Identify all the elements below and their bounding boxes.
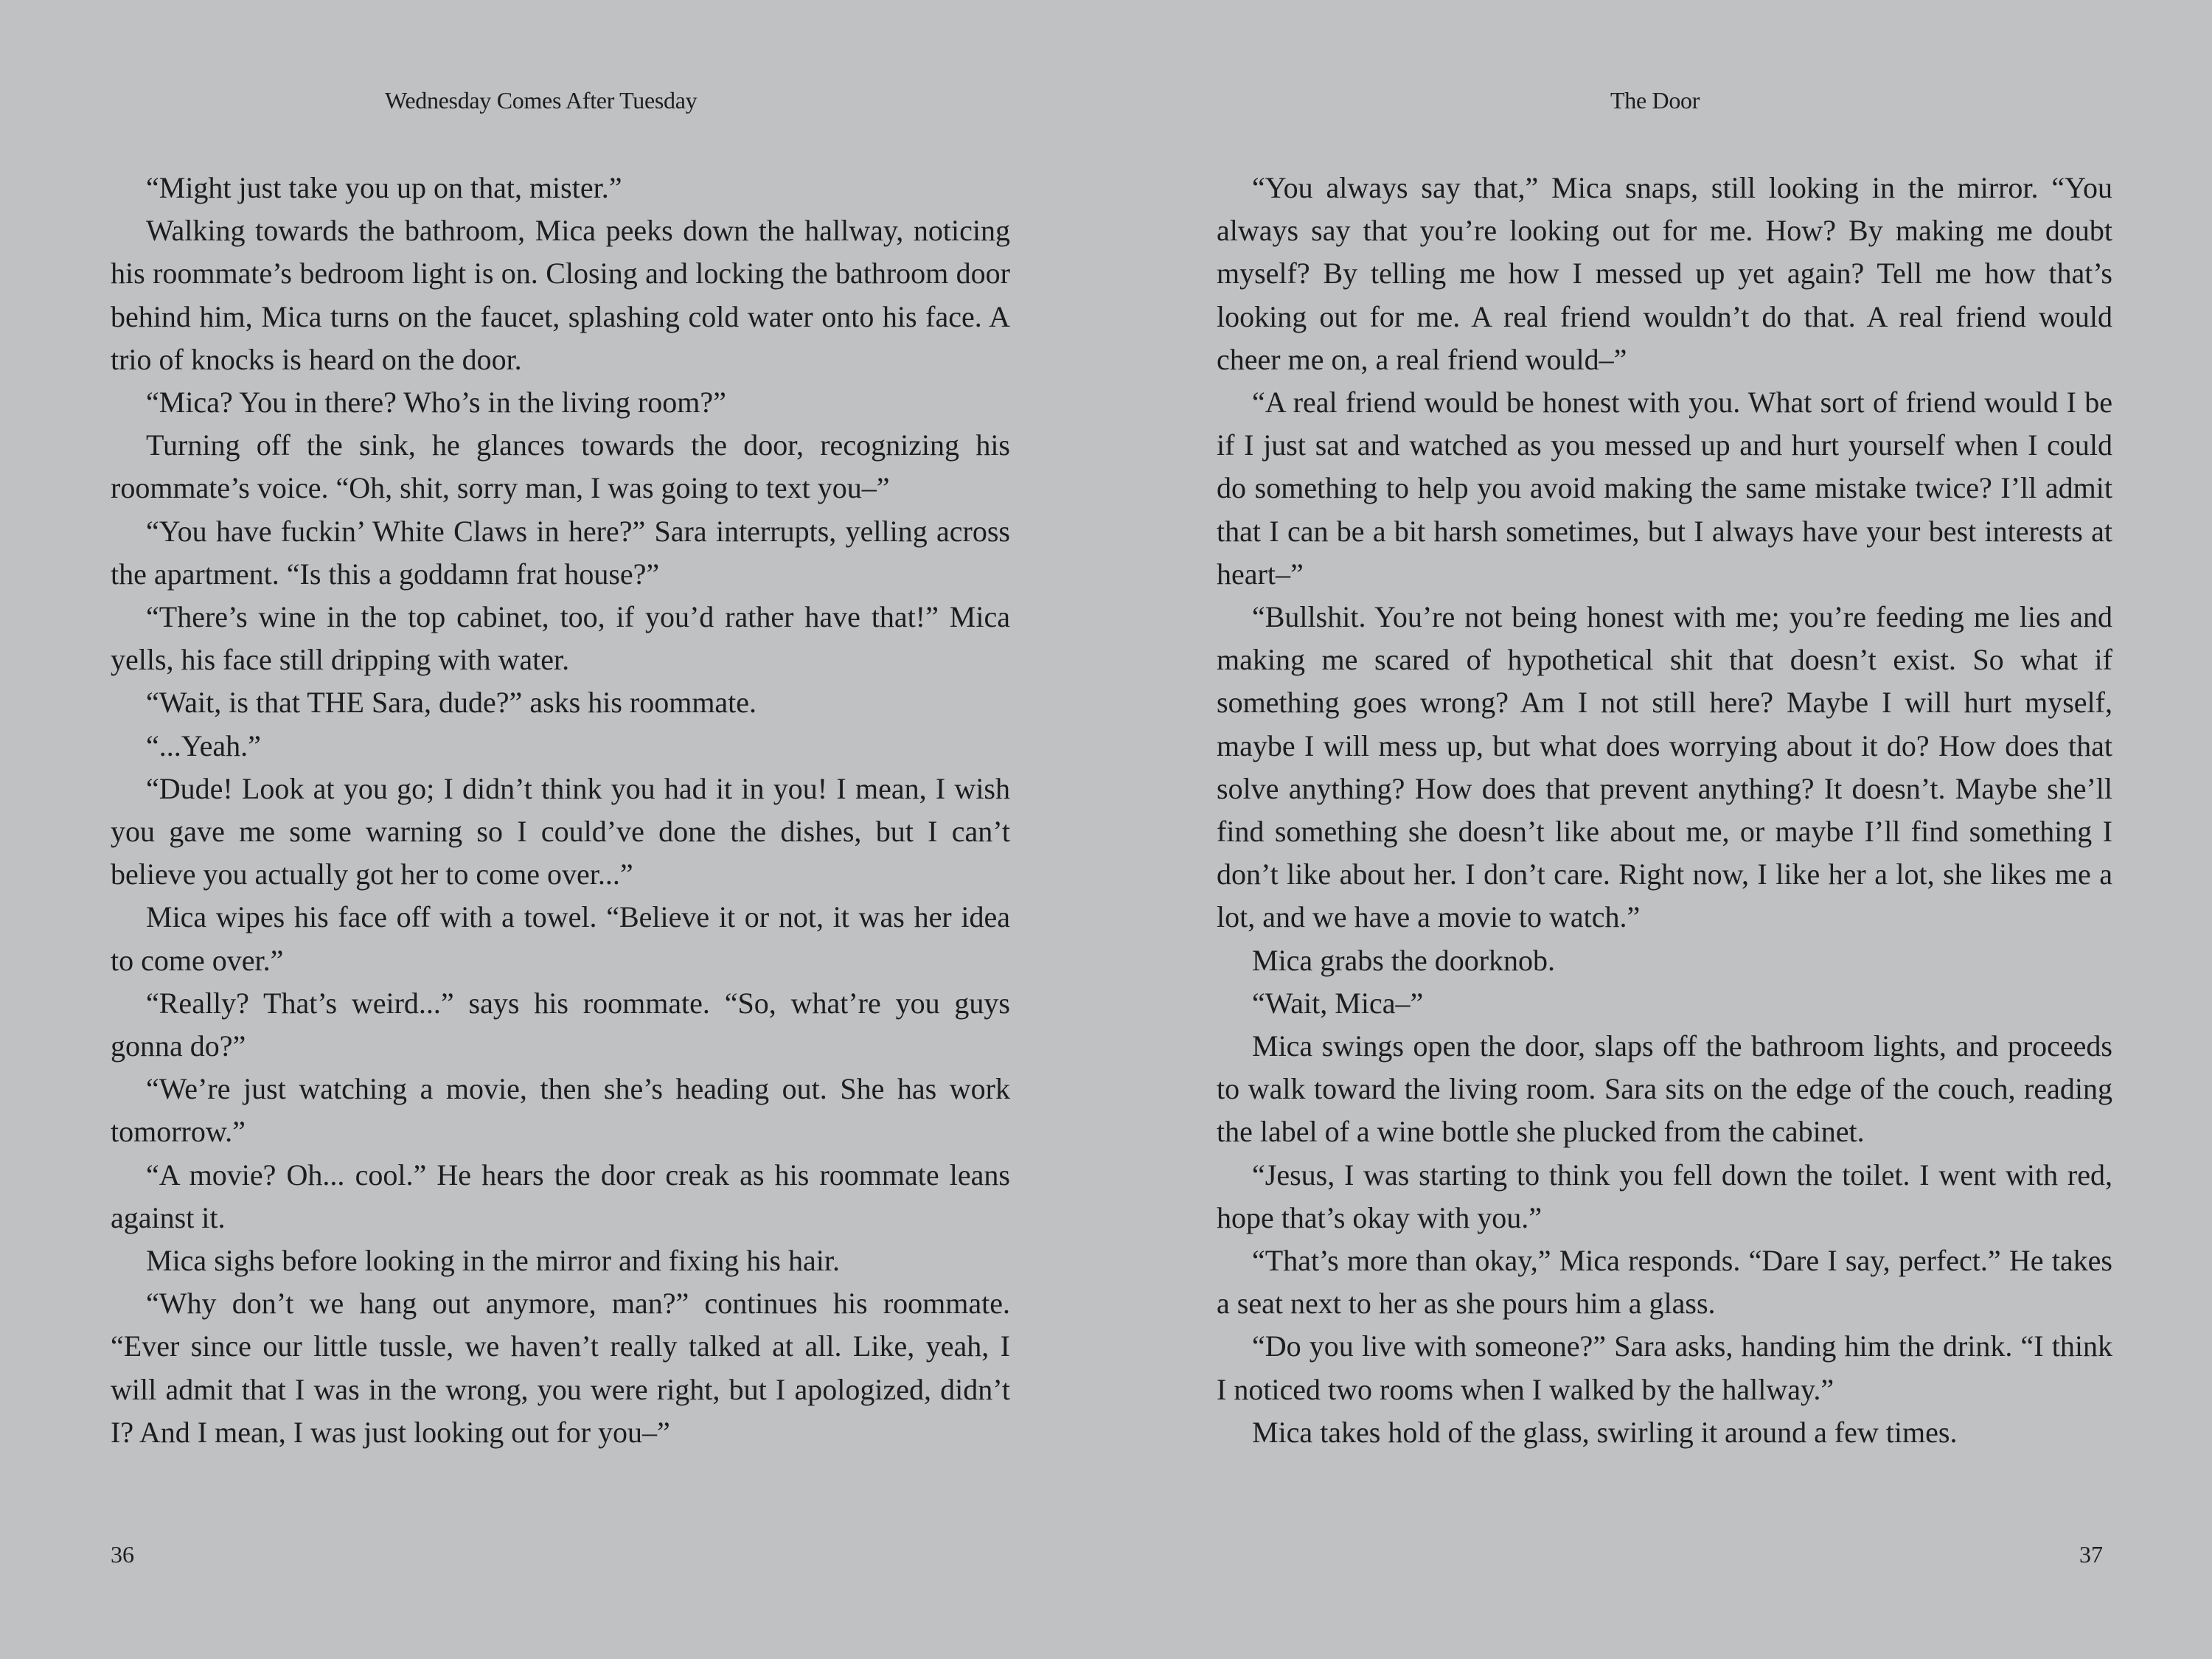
paragraph: Mica grabs the doorknob. bbox=[1252, 943, 1556, 977]
paragraph: “A real friend would be honest with you. What sort of friend would I be if I just sat and watched as you messed up and hurt yourself when I could do something to help you avoid making the same mistake twice? I’ll admit that I can be a bit harsh sometimes, but I always have your best interests at heart–” bbox=[1217, 386, 2112, 591]
paragraph: “Dude! Look at you go; I didn’t think you had it in you! I mean, I wish you gave me some warning so I could’ve done the dishes, but I can’t believe you actually got her to come over...” bbox=[111, 771, 1010, 891]
paragraph: “Do you live with someone?” Sara asks, handing him the drink. “I think I noticed two rooms when I walked by the hallway.” bbox=[1217, 1329, 2112, 1406]
paragraph: Turning off the sink, he glances towards the door, recognizing his roommate’s voice. “Oh, shit, sorry man, I was going to text you–” bbox=[111, 428, 1010, 505]
paragraph: “Wait, Mica–” bbox=[1252, 986, 1424, 1020]
paragraph: “Wait, is that THE Sara, dude?” asks his roommate. bbox=[146, 686, 757, 720]
paragraph: Mica swings open the door, slaps off the bathroom lights, and proceeds to walk toward the living room. Sara sits on the edge of the couch, reading the label of a wine bottle she plucked from the cabinet. bbox=[1217, 1029, 2112, 1149]
paragraph: “You always say that,” Mica snaps, still looking in the mirror. “You always say that you’re looking out for me. How? By making me doubt myself? By telling me how I messed up yet again? Tell me how that’s looking out for me. A real friend wouldn’t do that. A real friend would cheer me on, a real friend would–” bbox=[1217, 171, 2112, 376]
paragraph: “Mica? You in there? Who’s in the living room?” bbox=[146, 386, 726, 420]
paragraph: “There’s wine in the top cabinet, too, if you’d rather have that!” Mica yells, his face still dripping with water. bbox=[111, 600, 1010, 677]
paragraph: “Really? That’s weird...” says his roommate. “So, what’re you guys gonna do?” bbox=[111, 986, 1010, 1063]
running-head-right: The Door bbox=[1610, 87, 1700, 114]
right-page bbox=[1106, 0, 2212, 1659]
paragraph: “...Yeah.” bbox=[146, 728, 261, 762]
paragraph: Mica sighs before looking in the mirror and fixing his hair. bbox=[146, 1244, 840, 1278]
paragraph: “We’re just watching a movie, then she’s heading out. She has work tomorrow.” bbox=[111, 1072, 1010, 1149]
right-page-body bbox=[1217, 167, 2112, 1454]
paragraph: “Jesus, I was starting to think you fell down the toilet. I went with red, hope that’s okay with you.” bbox=[1217, 1158, 2112, 1234]
page-number-left: 36 bbox=[111, 1541, 134, 1568]
paragraph: “Why don’t we hang out anymore, man?” continues his roommate. “Ever since our little tussle, we haven’t really talked at all. Like, yeah, I will admit that I was in the wrong, you were right, but I apologized, didn’t I? And I mean, I was just looking out for you–” bbox=[111, 1287, 1010, 1449]
running-head-left: Wednesday Comes After Tuesday bbox=[385, 87, 698, 114]
page-number-right: 37 bbox=[2079, 1541, 2103, 1568]
left-page-body bbox=[111, 167, 1010, 1454]
paragraph: “That’s more than okay,” Mica responds. “Dare I say, perfect.” He takes a seat next to her as she pours him a glass. bbox=[1217, 1244, 2112, 1321]
paragraph: Walking towards the bathroom, Mica peeks down the hallway, noticing his roommate’s bedroom light is on. Closing and locking the bathroom door behind him, Mica turns on the faucet, splashing cold water onto his face. A trio of knocks is heard on the door. bbox=[111, 214, 1010, 376]
paragraph: Mica wipes his face off with a towel. “Believe it or not, it was her idea to come over.” bbox=[111, 900, 1010, 977]
paragraph: Mica takes hold of the glass, swirling it around a few times. bbox=[1252, 1415, 1958, 1449]
paragraph: “You have fuckin’ White Claws in here?” Sara interrupts, yelling across the apartment. “Is this a goddamn frat house?” bbox=[111, 514, 1010, 591]
paragraph: “A movie? Oh... cool.” He hears the door creak as his roommate leans against it. bbox=[111, 1158, 1010, 1234]
paragraph: “Bullshit. You’re not being honest with me; you’re feeding me lies and making me scared of hypothetical shit that doesn’t exist. So what if something goes wrong? Am I not still here? Maybe I will hurt myself, maybe I will mess up, but what does worrying about it do? How does that solve anything? How does that prevent anything? It doesn’t. Maybe she’ll find something she doesn’t like about me, or maybe I’ll find something I don’t like about her. I don’t care. Right now, I like her a lot, she likes me a lot, and we have a movie to watch.” bbox=[1217, 600, 2112, 934]
paragraph: “Might just take you up on that, mister.” bbox=[146, 171, 622, 204]
